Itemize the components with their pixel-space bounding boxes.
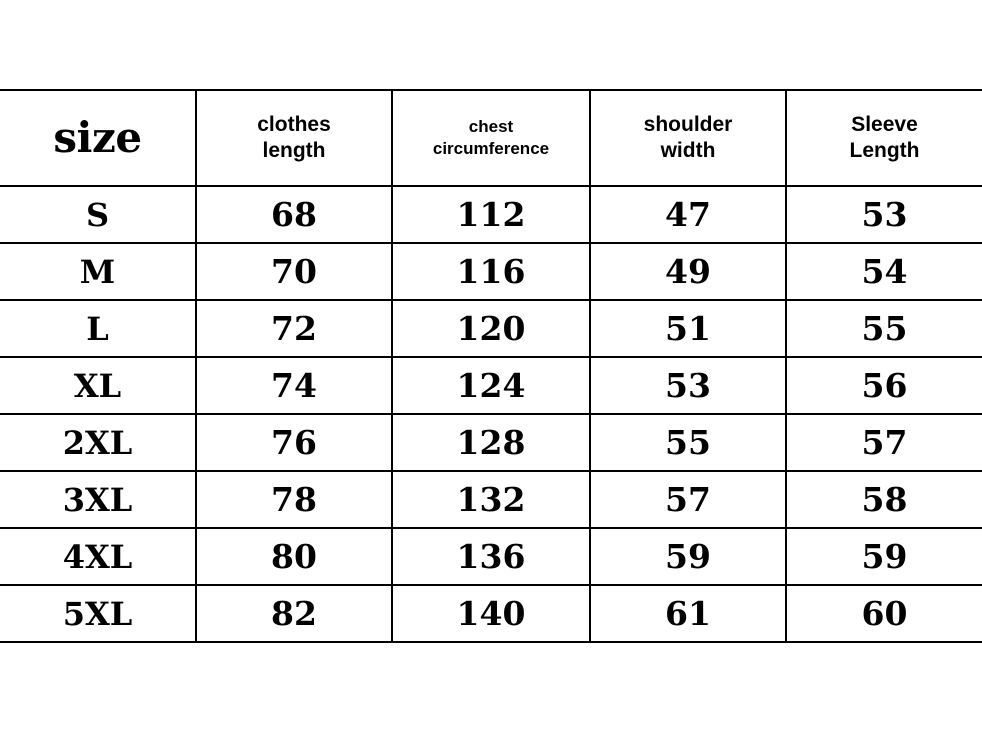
table-row xyxy=(0,585,982,642)
header-label-clothes-length-line2: length xyxy=(262,139,326,162)
table-body xyxy=(0,186,982,642)
cell-sleeve-length: 59 xyxy=(786,528,982,585)
header-cell-clothes-length xyxy=(196,90,392,186)
cell-size: L xyxy=(0,300,196,357)
cell-chest-circumference: 120 xyxy=(392,300,590,357)
cell-clothes-length: 72 xyxy=(196,300,392,357)
cell-sleeve-length: 55 xyxy=(786,300,982,357)
cell-clothes-length: 74 xyxy=(196,357,392,414)
cell-shoulder-width: 51 xyxy=(590,300,786,357)
cell-chest-circumference: 112 xyxy=(392,186,590,243)
cell-shoulder-width: 47 xyxy=(590,186,786,243)
header-cell-sleeve-length xyxy=(786,90,982,186)
table-row xyxy=(0,186,982,243)
cell-clothes-length: 80 xyxy=(196,528,392,585)
table-row xyxy=(0,528,982,585)
cell-size: M xyxy=(0,243,196,300)
cell-chest-circumference: 132 xyxy=(392,471,590,528)
cell-size: S xyxy=(0,186,196,243)
cell-shoulder-width: 59 xyxy=(590,528,786,585)
cell-size: 4XL xyxy=(0,528,196,585)
table-row xyxy=(0,357,982,414)
cell-clothes-length: 68 xyxy=(196,186,392,243)
cell-size: 5XL xyxy=(0,585,196,642)
header-label-chest-line1: chest xyxy=(468,116,514,136)
cell-size: XL xyxy=(0,357,196,414)
cell-chest-circumference: 140 xyxy=(392,585,590,642)
cell-clothes-length: 78 xyxy=(196,471,392,528)
header-cell-shoulder-width xyxy=(590,90,786,186)
header-label-sleeve-line1: Sleeve xyxy=(851,112,918,136)
cell-chest-circumference: 136 xyxy=(392,528,590,585)
cell-sleeve-length: 54 xyxy=(786,243,982,300)
cell-chest-circumference: 128 xyxy=(392,414,590,471)
table-row xyxy=(0,414,982,471)
header-cell-size xyxy=(0,90,196,186)
header-label-chest-line2: circumference xyxy=(432,139,550,158)
table-row xyxy=(0,300,982,357)
header-label-shoulder-line2: width xyxy=(660,139,716,162)
cell-sleeve-length: 58 xyxy=(786,471,982,528)
cell-sleeve-length: 60 xyxy=(786,585,982,642)
cell-chest-circumference: 116 xyxy=(392,243,590,300)
cell-clothes-length: 82 xyxy=(196,585,392,642)
header-row xyxy=(0,90,982,186)
table-row xyxy=(0,471,982,528)
cell-size: 2XL xyxy=(0,414,196,471)
header-label-clothes-length-line1: clothes xyxy=(257,112,331,136)
header-label-size: size xyxy=(53,112,142,162)
cell-shoulder-width: 49 xyxy=(590,243,786,300)
cell-sleeve-length: 57 xyxy=(786,414,982,471)
cell-clothes-length: 76 xyxy=(196,414,392,471)
header-label-sleeve-line2: Length xyxy=(849,139,920,162)
cell-size: 3XL xyxy=(0,471,196,528)
size-chart-table-wrapper xyxy=(0,89,982,643)
cell-clothes-length: 70 xyxy=(196,243,392,300)
cell-shoulder-width: 53 xyxy=(590,357,786,414)
cell-shoulder-width: 55 xyxy=(590,414,786,471)
cell-shoulder-width: 61 xyxy=(590,585,786,642)
cell-chest-circumference: 124 xyxy=(392,357,590,414)
cell-sleeve-length: 56 xyxy=(786,357,982,414)
table-header xyxy=(0,90,982,186)
header-label-shoulder-line1: shoulder xyxy=(643,112,733,136)
cell-shoulder-width: 57 xyxy=(590,471,786,528)
cell-sleeve-length: 53 xyxy=(786,186,982,243)
size-chart-table xyxy=(0,89,982,643)
table-row xyxy=(0,243,982,300)
header-cell-chest-circumference xyxy=(392,90,590,186)
